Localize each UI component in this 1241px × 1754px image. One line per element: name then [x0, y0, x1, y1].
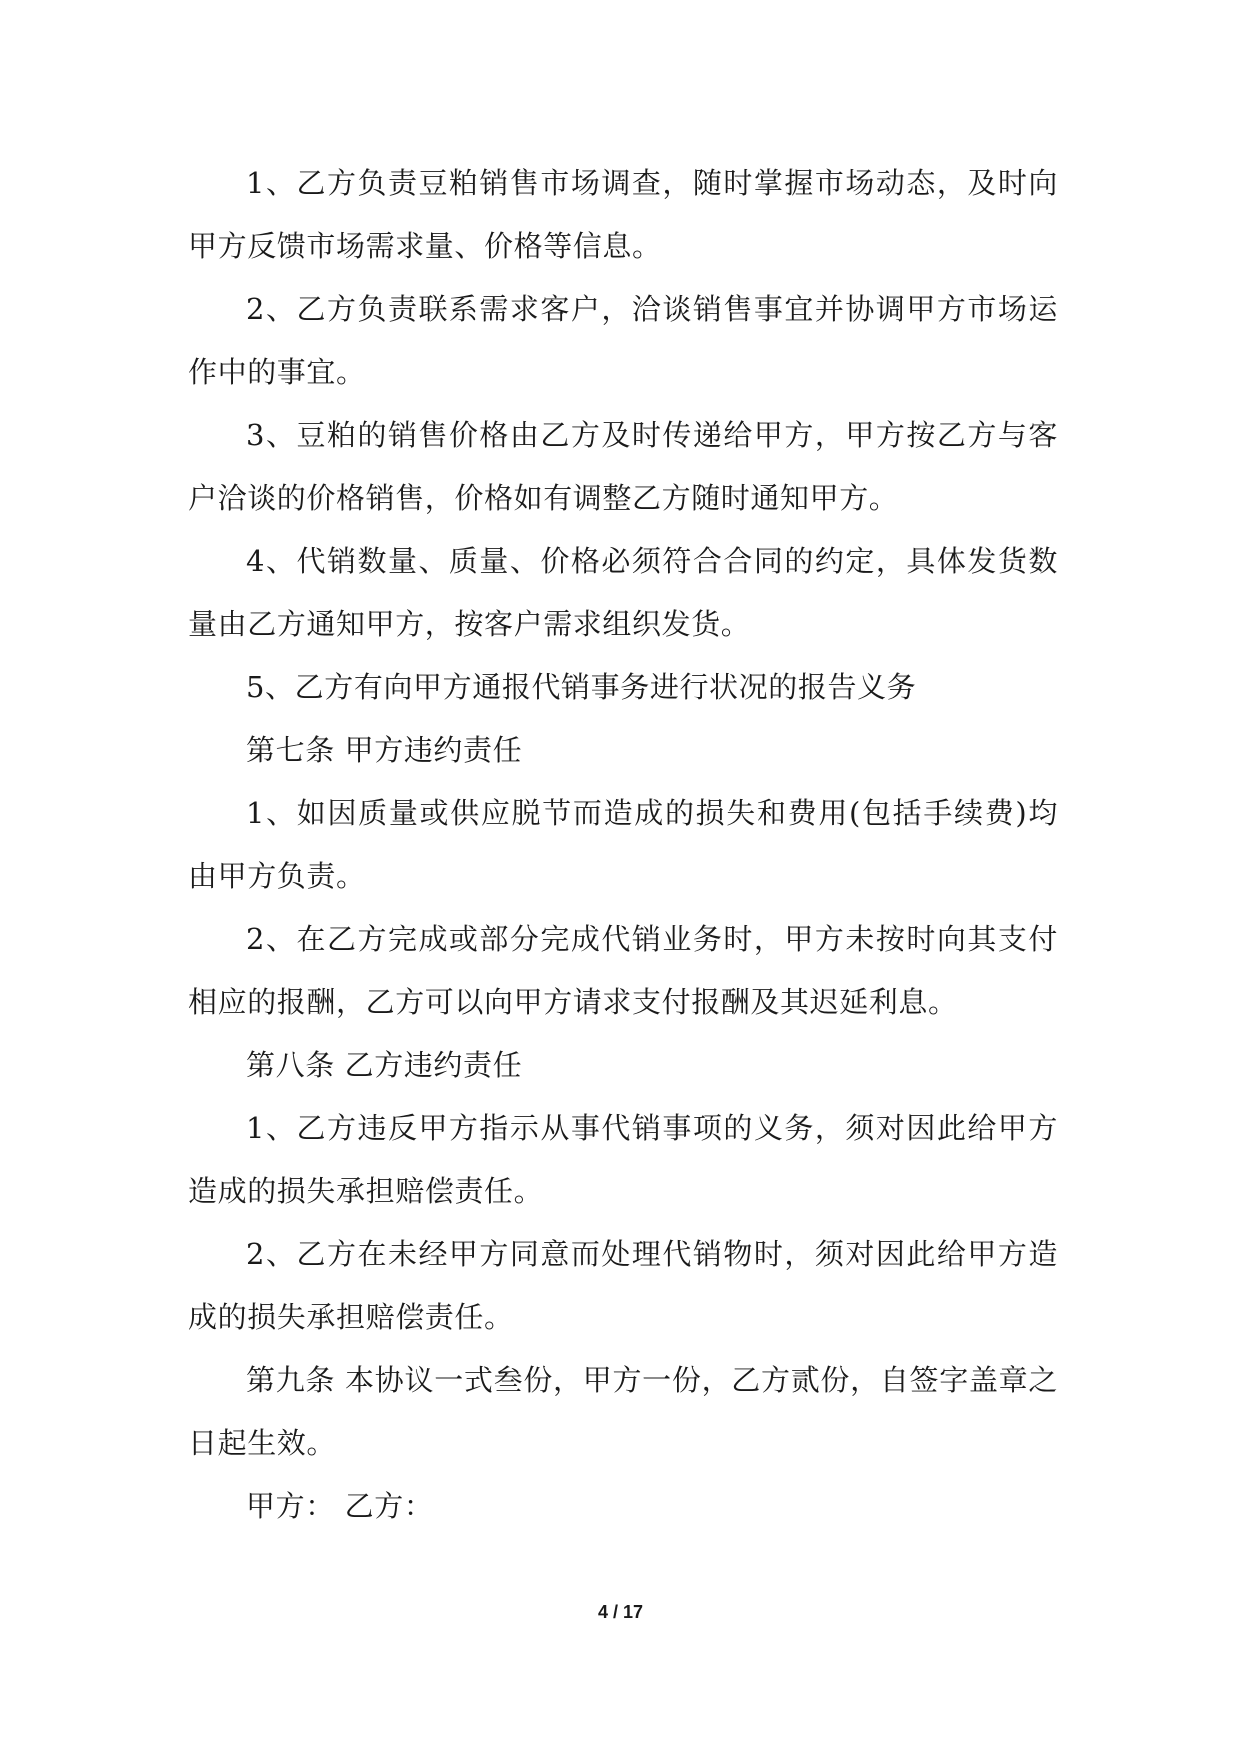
- article-heading: 第七条 甲方违约责任: [246, 733, 523, 767]
- clause-paragraph: 2、乙方在未经甲方同意而处理代销物时，须对因此给甲方造成的损失承担赔偿责任。: [188, 1237, 1058, 1334]
- clause-paragraph: 1、乙方负责豆粕销售市场调查，随时掌握市场动态，及时向甲方反馈市场需求量、价格等信息。: [188, 166, 1058, 263]
- signature-line: 甲方： 乙方：: [246, 1489, 434, 1523]
- clause-paragraph: 1、如因质量或供应脱节而造成的损失和费用(包括手续费)均由甲方负责。: [188, 796, 1058, 893]
- clause-paragraph: 4、代销数量、质量、价格必须符合合同的约定，具体发货数量由乙方通知甲方，按客户需求组织发货。: [188, 544, 1058, 641]
- document-body: [188, 152, 1058, 1538]
- page-number: 4 / 17: [597, 1602, 644, 1622]
- clause-paragraph: 2、在乙方完成或部分完成代销业务时，甲方未按时向其支付相应的报酬，乙方可以向甲方请求支付报酬及其迟延利息。: [188, 922, 1058, 1019]
- clause-paragraph: 5、乙方有向甲方通报代销事务进行状况的报告义务: [246, 670, 917, 704]
- clause-paragraph: 2、乙方负责联系需求客户，洽谈销售事宜并协调甲方市场运作中的事宜。: [188, 292, 1058, 389]
- clause-paragraph: 1、乙方违反甲方指示从事代销事项的义务，须对因此给甲方造成的损失承担赔偿责任。: [188, 1111, 1058, 1208]
- article-heading: 第九条 本协议一式叁份，甲方一份，乙方贰份，自签字盖章之日起生效。: [188, 1363, 1058, 1460]
- clause-paragraph: 3、豆粕的销售价格由乙方及时传递给甲方，甲方按乙方与客户洽谈的价格销售，价格如有调整乙方随时通知甲方。: [188, 418, 1058, 515]
- article-heading: 第八条 乙方违约责任: [246, 1048, 523, 1082]
